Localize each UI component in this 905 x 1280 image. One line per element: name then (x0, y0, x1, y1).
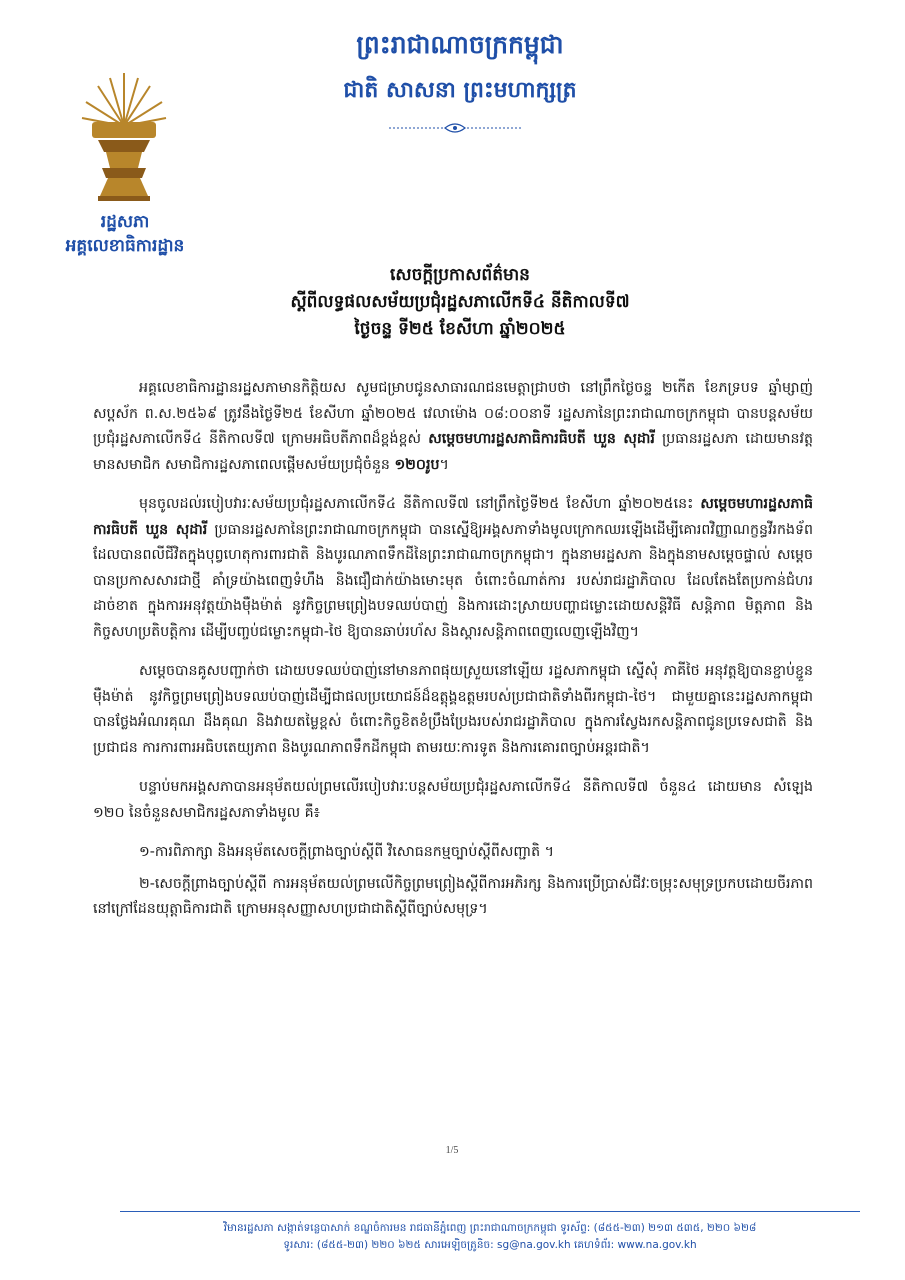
p1-text-a: អគ្គលេខាធិការដ្ឋានរដ្ឋសភាមានកិត្តិយស សូមជម្រាបជូនសាធារណជនមេត្តាជ្រាបថា នៅព្រឹកថ្ងៃចន្ទ ២កើត ខែភទ្របទ ឆ្នាំម្សាញ់ សប្ដស័ក ព.ស.២៥៦៩ ត្រូវនឹងថ្ងៃទី២៥ ខែសីហា ឆ្នាំ២០២៥ វេលាម៉ោង ០៨:០០នាទី រដ្ឋសភានៃព្រះរាជាណាចក្រកម្ពុជា បានបន្តសម័យប្រជុំរដ្ឋសភាលើកទី៤ នីតិកាលទី៧ ក្រោមអធិបតីភាពដ៏ខ្ពង់ខ្ពស់ (93, 380, 813, 447)
footer-contact (140, 1220, 840, 1254)
paragraph-2 (93, 492, 813, 645)
national-motto: ជាតិ សាសនា ព្រះមហាក្សត្រ (343, 78, 577, 103)
footer-divider (120, 1211, 860, 1212)
p2-text-a: មុនចូលដល់របៀបវារៈសម័យប្រជុំរដ្ឋសភាលើកទី៤ នីតិកាលទី៧ នៅព្រឹកថ្ងៃទី២៥ ខែសីហា ឆ្នាំ២០២៥នេះ (139, 496, 701, 512)
ministry-line-1: រដ្ឋសភា (100, 212, 150, 232)
divider-ornament-icon (385, 118, 525, 138)
p2-president-name: សម្ដេចមហារដ្ឋសភាធិការធិបតី ឃួន សុដារី (93, 496, 813, 538)
document-title (150, 262, 770, 343)
paragraph-4: បន្ទាប់មកអង្គសភាបានអនុម័តយល់ព្រមលើរបៀបវារៈបន្តសម័យប្រជុំរដ្ឋសភាលើកទី៤ នីតិកាលទី៧ ចំនួន៤ ដោយមាន សំឡេង ១២០ នៃចំនួនសមាជិករដ្ឋសភាទាំងមូល គឺ៖ (93, 779, 813, 821)
title-line-2: ស្ដីពីលទ្ធផលសម័យប្រជុំរដ្ឋសភាលើកទី៤ នីតិកាលទី៧ (290, 292, 630, 312)
p2-text-c: ប្រធានរដ្ឋសភានៃព្រះរាជាណាចក្រកម្ពុជា បានស្នើឱ្យអង្គសភាទាំងមូលក្រោកឈរឡើងដើម្បីគោរពវិញ្ញាណក្ខន្ធវីរកងទ័ព ដែលបានពលីជីវិតក្នុងបុព្វហេតុការពារជាតិ និងបូរណភាពទឹកដីនៃព្រះរាជាណាចក្រកម្ពុជា។ ក្នុងនាមរដ្ឋសភា និងក្នុងនាមសម្ដេចផ្ទាល់ សម្ដេចបានប្រកាសសារជាថ្មី គាំទ្រយ៉ាងពេញទំហឹង និងជឿជាក់យ៉ាងមោះមុត ចំពោះចំណាត់ការ របស់រាជរដ្ឋាភិបាល ដែលតែងតែប្រកាន់ជំហរដាច់ខាត ក្នុងការអនុវត្តយ៉ាងម៉ឺងម៉ាត់ នូវកិច្ចព្រមព្រៀងបទឈប់បាញ់ និងការដោះស្រាយបញ្ហាជម្លោះដោយសន្តិវិធី សន្តិភាព មិត្តភាព និងកិច្ចសហប្រតិបត្តិការ ដើម្បីបញ្ចប់ជម្លោះកម្ពុជា-ថៃ ឱ្យបានឆាប់រហ័ស និងស្ដារសន្តិភាពពេញលេញឡើងវិញ។ (93, 521, 813, 640)
p1-member-count: ១២០រូប (394, 456, 440, 473)
p1-text-c: ប្រធានរដ្ឋសភា ដោយមានវត្តមានសមាជិក សមាជិការដ្ឋសភាពេលផ្ដើមសម័យប្រជុំចំនួន (93, 431, 813, 473)
agenda-item-2: ២-សេចក្ដីព្រាងច្បាប់ស្ដីពី ការអនុម័តយល់ព្រមលើកិច្ចព្រមព្រៀងស្ដីពីការអភិរក្ស និងការប្រើប្រាស់ជីវៈចម្រុះសមុទ្រប្រកបដោយចីរភាព នៅក្រៅដែនយុត្តាធិការជាតិ ក្រោមអនុសញ្ញាសហប្រជាជាតិស្ដីពីច្បាប់សមុទ្រ។ (93, 875, 813, 917)
ministry-line-2: អគ្គលេខាធិការដ្ឋាន (65, 236, 185, 256)
paragraph-1 (93, 376, 813, 478)
document-body (93, 376, 813, 929)
paragraph-3: សម្ដេចបានគូសបញ្ជាក់ថា ដោយបទឈប់បាញ់នៅមានភាពផុយស្រួយនៅឡើយ រដ្ឋសភាកម្ពុជា ស្នើសុំ ភាគីថៃ អនុវត្តឱ្យបានខ្ជាប់ខ្ជួន ម៉ឺងម៉ាត់ នូវកិច្ចព្រមព្រៀងបទឈប់បាញ់ដើម្បីជាផលប្រយោជន៍ដ៏ឧត្ដុង្គឧត្ដមរបស់ប្រជាជាតិទាំងពីរកម្ពុជា-ថៃ។ ជាមួយគ្នានេះរដ្ឋសភាកម្ពុជា បានថ្លែងអំណរគុណ ដឹងគុណ និងវាយតម្លៃខ្ពស់ ចំពោះកិច្ចខិតខំប្រឹងប្រែងរបស់រាជរដ្ឋាភិបាល ក្នុងការស្វែងរកសន្តិភាពជូនប្រទេសជាតិ និងប្រជាជន ការការពារអធិបតេយ្យភាព និងបូរណភាពទឹកដីកម្ពុជា តាមរយៈការទូត និងការគោរពច្បាប់អន្តរជាតិ។ (93, 663, 813, 756)
agenda-item-1: ១-ការពិភាក្សា និងអនុម័តសេចក្ដីព្រាងច្បាប់ស្ដីពី វិសោធនកម្មច្បាប់ស្ដីពីសញ្ជាតិ ។ (139, 844, 554, 860)
p1-text-e: ។ (439, 456, 449, 473)
footer-address: វិមានរដ្ឋសភា សង្កាត់ទន្លេបាសាក់ ខណ្ឌចំការមន រាជធានីភ្នំពេញ ព្រះរាជាណាចក្រកម្ពុជា ទូរស័ព្ទ: (៨៥៥-២៣) ២១៣ ៥៣៥, ២២០ ៦២៨ (223, 1222, 757, 1234)
issuing-office (30, 210, 220, 258)
national-assembly-emblem-icon (78, 68, 170, 206)
kingdom-heading: ព្រះរាជាណាចក្រកម្ពុជា (356, 30, 564, 59)
p1-president-name: សម្ដេចមហារដ្ឋសភាធិការធិបតី ឃួន សុដារី (428, 431, 655, 447)
page-number: 1/5 (445, 1145, 459, 1156)
title-line-1: សេចក្ដីប្រកាសព័ត៌មាន (390, 265, 530, 285)
title-line-3: ថ្ងៃចន្ទ ទី២៥ ខែសីហា ឆ្នាំ២០២៥ (354, 319, 566, 339)
footer-contacts: ទូរសារ: (៨៥៥-២៣) ២២០ ៦២៥ សារអេឡិចត្រូនិច: sg@na.gov.kh គេហទំព័រ: www.na.gov.kh (283, 1239, 697, 1251)
